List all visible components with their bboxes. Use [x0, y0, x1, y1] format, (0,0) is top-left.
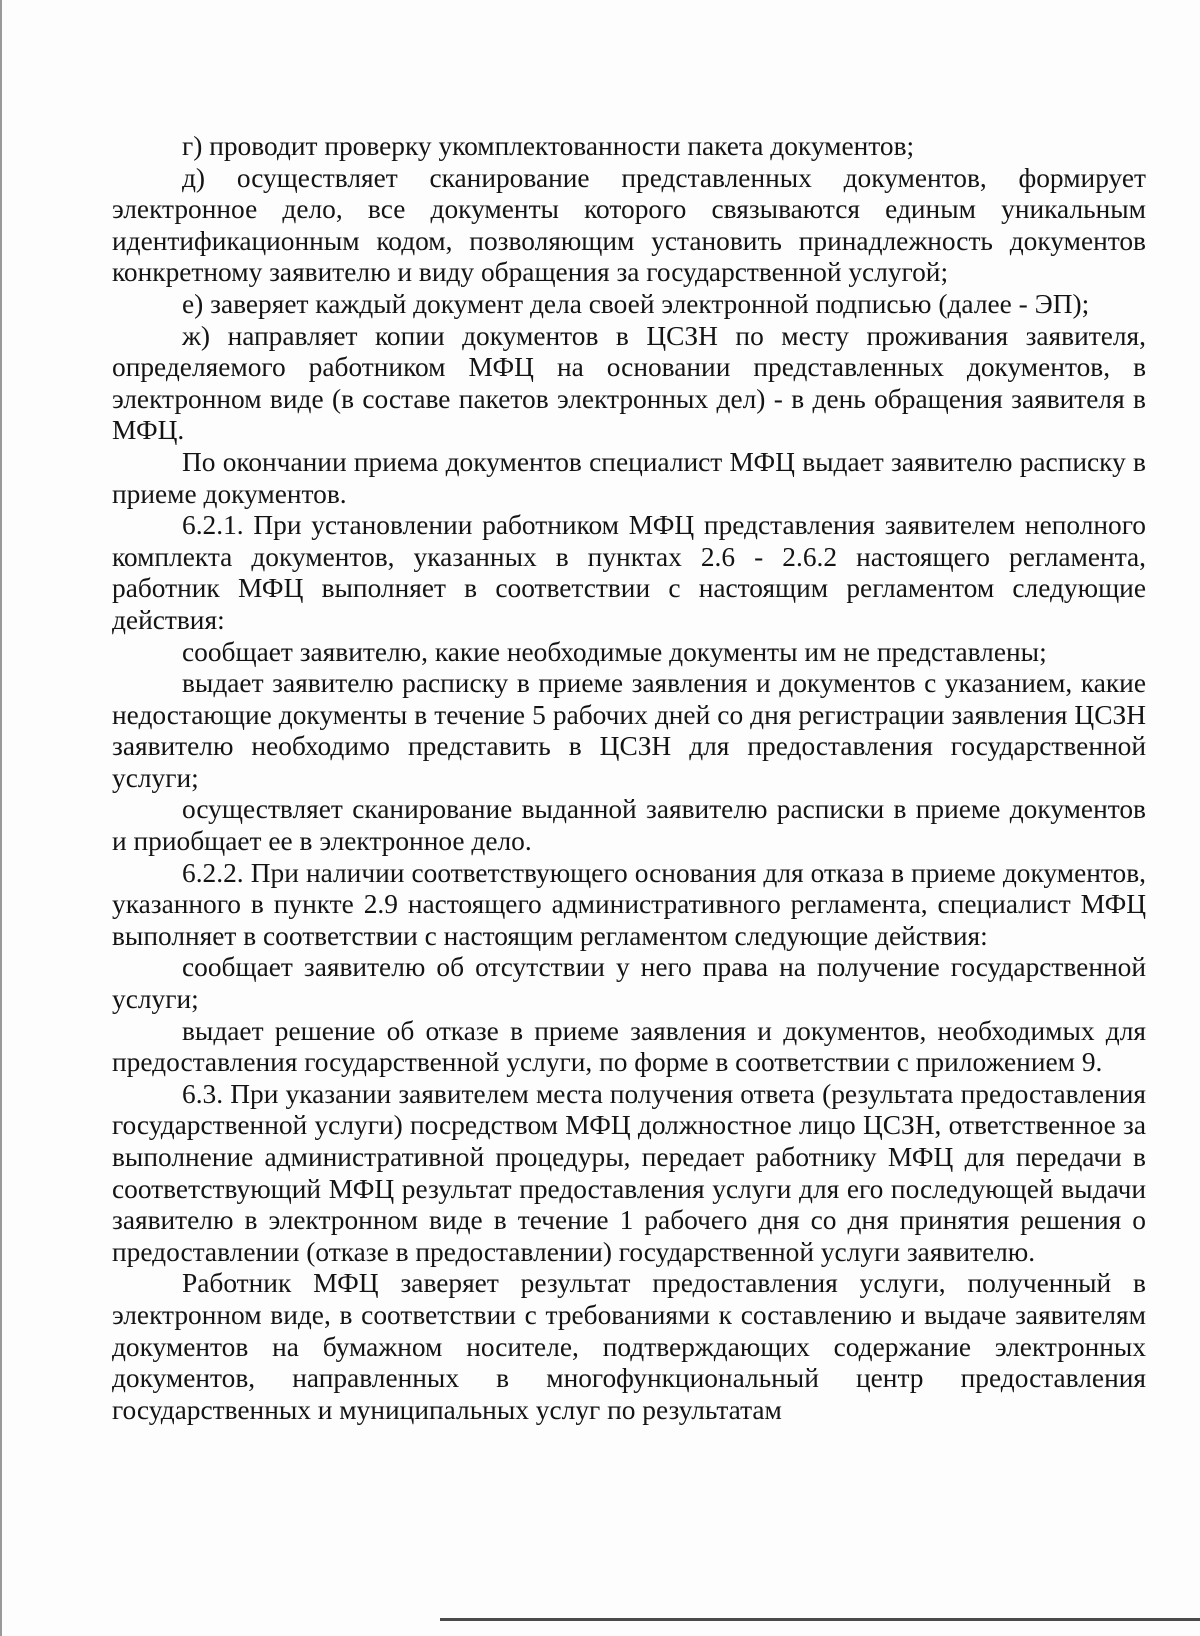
paragraph-issue-refusal: выдает решение об отказе в приеме заявления и документов, необходимых для предоставления государственной услуги, по форме в соответствии с приложением 9. — [112, 1015, 1146, 1078]
paragraph-issue-receipt: выдает заявителю расписку в приеме заявления и документов с указанием, какие недостающие документы в течение 5 рабочих дней со дня регистрации заявления ЦСЗН заявителю необходимо представить в ЦСЗН для предоставления государственной услуги; — [112, 668, 1146, 793]
paragraph-scan-receipt: осуществляет сканирование выданной заявителю расписки в приеме документов и приобщает ее в электронное дело. — [112, 794, 1146, 857]
paragraph-6-2-2: 6.2.2. При наличии соответствующего основания для отказа в приеме документов, указанного в пункте 2.9 настоящего административного регламента, специалист МФЦ выполняет в соответствии с настоящим регламентом следующие действия: — [112, 857, 1146, 951]
scan-edge-left — [0, 0, 2, 1636]
paragraph-inform-no-right: сообщает заявителю об отсутствии у него права на получение государственной услуги; — [112, 952, 1146, 1015]
paragraph-g: г) проводит проверку укомплектованности пакета документов; — [182, 131, 915, 161]
paragraph-inform-missing: сообщает заявителю, какие необходимые документы им не представлены; — [182, 636, 1047, 667]
paragraph-receipt: По окончании приема документов специалист МФЦ выдает заявителю расписку в приеме документов. — [112, 446, 1146, 509]
scan-edge-bottom — [440, 1618, 1200, 1621]
paragraph-6-2-1: 6.2.1. При установлении работником МФЦ представления заявителем неполного комплекта документов, указанных в пунктах 2.6 - 2.6.2 настоящего регламента, работник МФЦ выполняет в соответствии с настоящим регламентом следующие действия: — [112, 510, 1146, 635]
paragraph-d: д) осуществляет сканирование представленных документов, формирует электронное дело, все документы которого связываются единым уникальным идентификационным кодом, позволяющим установить принадлежность документов конкретному заявителю и виду обращения за государственной услугой; — [112, 162, 1146, 288]
paragraph-certify-result: Работник МФЦ заверяет результат предоставления услуги, полученный в электронном виде, в соответствии с требованиями к составлению и выдаче заявителям документов на бумажном носителе, подтверждающих содержание электронных документов, направленных в многофункциональный центр предоставления государственных и муниципальных услуг по результатам — [112, 1268, 1146, 1425]
paragraph-e: е) заверяет каждый документ дела своей электронной подписью (далее - ЭП); — [182, 288, 1090, 319]
paragraph-zh: ж) направляет копии документов в ЦСЗН по месту проживания заявителя, определяемого работником МФЦ на основании представленных документов, в электронном виде (в составе пакетов электронных дел) - в день обращения заявителя в МФЦ. — [112, 320, 1146, 446]
document-body — [112, 131, 1146, 1426]
paragraph-6-3: 6.3. При указании заявителем места получения ответа (результата предоставления государственной услуги) посредством МФЦ должностное лицо ЦСЗН, ответственное за выполнение административной процедуры, передает работнику МФЦ для передачи в соответствующий МФЦ результат предоставления услуги для его последующей выдачи заявителю в электронном виде в течение 1 рабочего дня со дня принятия решения о предоставлении (отказе в предоставлении) государственной услуги заявителю. — [112, 1078, 1146, 1267]
